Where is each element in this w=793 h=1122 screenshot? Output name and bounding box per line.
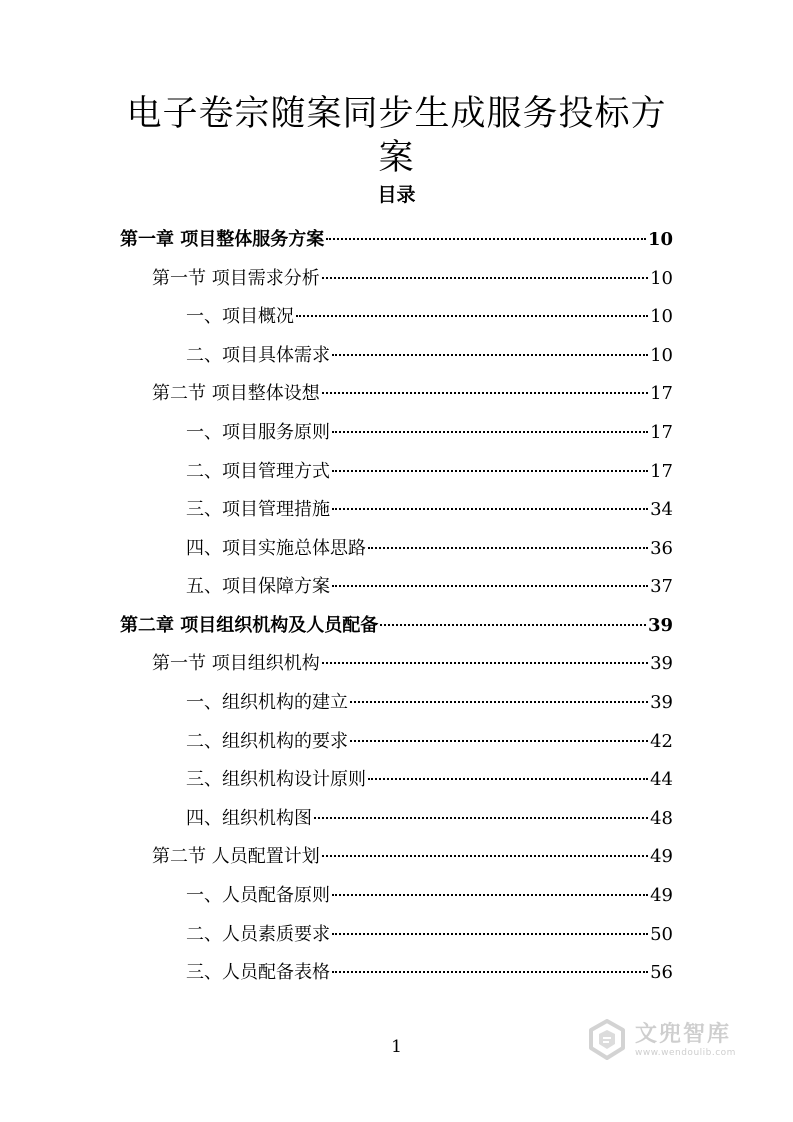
- toc-entry[interactable]: [186, 728, 673, 756]
- toc-entry-page: 50: [650, 924, 673, 945]
- toc-entry-label: 一、组织机构的建立: [186, 692, 348, 713]
- toc-entry-page: 17: [650, 383, 673, 404]
- watermark-logo-icon: [585, 1018, 629, 1062]
- toc-entry-page: 17: [650, 461, 673, 482]
- toc-entry[interactable]: [186, 805, 673, 833]
- toc-entry-label: 第二节 项目整体设想: [152, 383, 320, 404]
- toc-entry[interactable]: [186, 882, 673, 910]
- toc-entry-page: 36: [650, 538, 673, 559]
- toc-entry-label: 一、项目概况: [186, 306, 294, 327]
- toc-entry-label: 五、项目保障方案: [186, 576, 330, 597]
- toc-heading: 目录: [377, 184, 416, 206]
- page-number: 1: [391, 1037, 402, 1057]
- toc-entry-page: 39: [650, 692, 673, 713]
- toc-entry-label: 二、人员素质要求: [186, 924, 330, 945]
- toc-entry[interactable]: [186, 573, 673, 601]
- toc-entry[interactable]: [186, 535, 673, 563]
- watermark-text-group: [635, 1022, 736, 1059]
- toc-entry-page: 39: [647, 615, 673, 636]
- toc-entry-page: 56: [650, 962, 673, 983]
- toc-entry-label: 第一节 项目组织机构: [152, 653, 320, 674]
- toc-entry-label: 三、项目管理措施: [186, 499, 330, 520]
- toc-entry-label: 二、项目具体需求: [186, 345, 330, 366]
- toc-entry[interactable]: [120, 226, 673, 254]
- toc-entry[interactable]: [152, 380, 673, 408]
- toc-entry-page: 37: [650, 576, 673, 597]
- watermark: [585, 1018, 736, 1062]
- toc-entry[interactable]: [186, 303, 673, 331]
- toc-leader-dots: [322, 855, 648, 857]
- toc-entry[interactable]: [186, 419, 673, 447]
- toc-entry[interactable]: [186, 496, 673, 524]
- toc-entry[interactable]: [152, 650, 673, 678]
- toc-entry-page: 42: [650, 731, 673, 752]
- toc-entry-label: 四、项目实施总体思路: [186, 538, 366, 559]
- toc-leader-dots: [350, 701, 648, 703]
- toc-leader-dots: [314, 817, 648, 819]
- toc-entry[interactable]: [152, 843, 673, 871]
- toc-entry-label: 三、组织机构设计原则: [186, 769, 366, 790]
- toc-entry-label: 三、人员配备表格: [186, 962, 330, 983]
- toc-leader-dots: [380, 624, 646, 626]
- toc-leader-dots: [326, 238, 646, 240]
- toc-entry-page: 48: [650, 808, 673, 829]
- toc-entry[interactable]: [120, 612, 673, 640]
- toc-entry-label: 第二章 项目组织机构及人员配备: [120, 615, 379, 636]
- toc-entry-label: 四、组织机构图: [186, 808, 312, 829]
- toc-entry-label: 第一章 项目整体服务方案: [120, 229, 325, 250]
- toc-entry[interactable]: [152, 265, 673, 293]
- toc-leader-dots: [368, 778, 648, 780]
- watermark-url: www.wendoulib.com: [635, 1047, 736, 1058]
- toc-entry-page: 10: [650, 306, 673, 327]
- toc-leader-dots: [332, 470, 648, 472]
- toc-leader-dots: [322, 392, 648, 394]
- toc-entry-label: 一、人员配备原则: [186, 885, 330, 906]
- toc-leader-dots: [332, 933, 648, 935]
- toc-entry-label: 二、项目管理方式: [186, 461, 330, 482]
- toc-entry-page: 49: [650, 846, 673, 867]
- document-title-line-2: 案: [378, 138, 415, 178]
- document-title-line-1: 电子卷宗随案同步生成服务投标方: [126, 94, 667, 134]
- toc-entry-label: 二、组织机构的要求: [186, 731, 348, 752]
- toc-leader-dots: [332, 894, 648, 896]
- toc-leader-dots: [322, 277, 648, 279]
- toc-entry[interactable]: [186, 458, 673, 486]
- toc-entry[interactable]: [186, 959, 673, 987]
- toc-entry-page: 10: [650, 345, 673, 366]
- toc-entry-page: 39: [650, 653, 673, 674]
- toc-entry-page: 34: [650, 499, 673, 520]
- toc-leader-dots: [296, 315, 648, 317]
- toc-entry[interactable]: [186, 921, 673, 949]
- toc-entry-page: 44: [650, 769, 673, 790]
- toc-entry[interactable]: [186, 342, 673, 370]
- watermark-brand: 文兜智库: [635, 1021, 732, 1047]
- toc-entry-label: 第二节 人员配置计划: [152, 846, 320, 867]
- toc-leader-dots: [332, 971, 648, 973]
- toc-leader-dots: [332, 431, 648, 433]
- toc-entry-page: 10: [650, 268, 673, 289]
- toc-entry-label: 一、项目服务原则: [186, 422, 330, 443]
- toc-entry-label: 第一节 项目需求分析: [152, 268, 320, 289]
- toc-entry-page: 10: [647, 229, 673, 250]
- toc-entry-page: 49: [650, 885, 673, 906]
- toc-leader-dots: [350, 740, 648, 742]
- toc-leader-dots: [322, 662, 648, 664]
- document-title: [0, 92, 793, 180]
- toc-entry-page: 17: [650, 422, 673, 443]
- toc-entry[interactable]: [186, 689, 673, 717]
- toc-leader-dots: [332, 354, 648, 356]
- toc-leader-dots: [368, 547, 648, 549]
- toc-entry[interactable]: [186, 766, 673, 794]
- toc-leader-dots: [332, 585, 648, 587]
- toc-leader-dots: [332, 508, 648, 510]
